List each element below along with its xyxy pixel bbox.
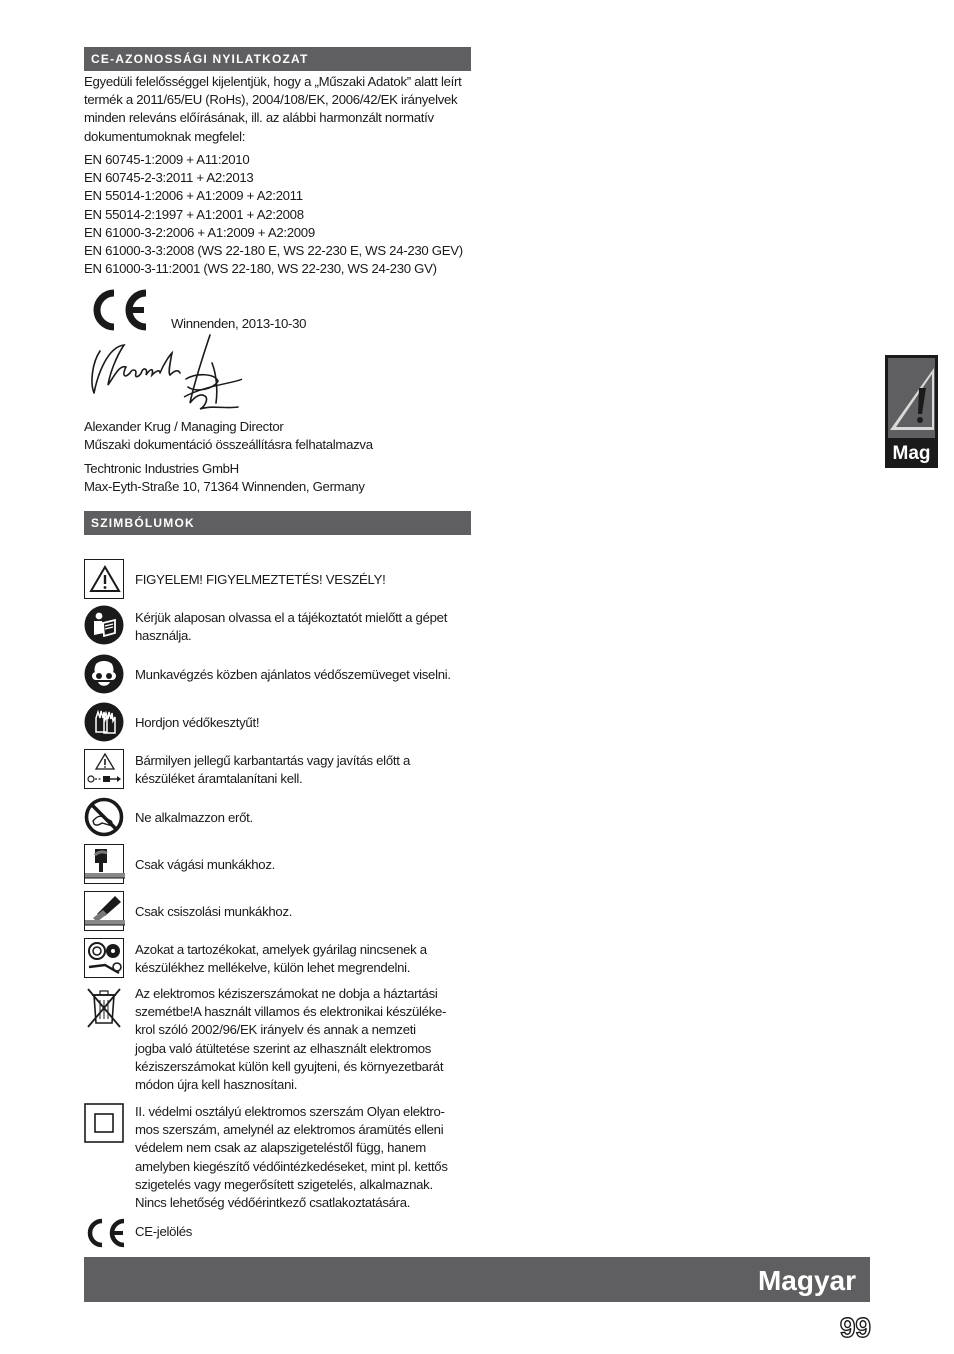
symbol-row [84, 797, 474, 839]
symbol-description: Azokat a tartozékokat, amelyek gyárilag nincsenek a készülékhez mellékelve, külön lehet megrendelni. [135, 942, 427, 976]
symbol-row [84, 891, 474, 933]
company-line: Techtronic Industries GmbH [84, 461, 239, 476]
company-address [84, 460, 476, 496]
symbol-row [84, 559, 474, 601]
declaration-intro [84, 73, 476, 146]
symbol-row [84, 749, 474, 791]
page-number: 99 [839, 1312, 871, 1343]
signatory [84, 418, 476, 454]
symbol-row [84, 938, 474, 980]
symbol-description: Bármilyen jellegű karbantartás vagy javítás előtt a készüléket áramtalanítani kell. [135, 753, 410, 787]
signatory-line: Műszaki dokumentáció összeállításra felhatalmazva [84, 437, 373, 453]
symbol-description: Az elektromos kéziszerszámokat ne dobja a háztartási szemétbe!A használt villamos és elektronikai készüléke- krol szóló 2002/96/EK irányelv és annak a nemzeti jogba való átültetése szerint az elhasznált elektromos kéziszerszámokat külön kell gyujteni, és környezetbarát módon újra kell hasznosítani. [135, 986, 447, 1093]
signatory-line: Alexander Krug / Managing Director [84, 419, 284, 434]
standard-item: EN 61000-3-2:2006 + A1:2009 + A2:2009 [84, 224, 315, 240]
footer-bar [84, 1257, 870, 1302]
place-date: Winnenden, 2013-10-30 [171, 316, 307, 331]
grinding-only-icon [84, 891, 124, 931]
read-manual-icon [84, 605, 124, 645]
standard-item: EN 55014-2:1997 + A1:2001 + A2:2008 [84, 206, 304, 222]
symbol-description: FIGYELEM! FIGYELMEZTETÉS! VESZÉLY! [135, 572, 386, 587]
symbol-row [84, 702, 474, 744]
symbol-row [84, 844, 474, 886]
company-line: Max-Eyth-Straße 10, 71364 Winnenden, Germany [84, 479, 365, 495]
symbol-description: II. védelmi osztályú elektromos szerszám Olyan elektro- mos szerszám, amelynél az elektromos áramütés elleni védelem nem csak az alapszigeteléstől függ, hanem amelyben kiegészítő védőintézkedéseket, mint pl. kettős szigetelés vagy megerősített szigetelés, alkalmaznak. Nincs lehetőség védőérintkező csatlakoztatására. [135, 1104, 448, 1211]
language-side-tab [885, 355, 938, 468]
symbol-description: CE-jelölés [135, 1224, 193, 1239]
symbol-row [84, 985, 474, 1095]
symbol-description: Kérjük alaposan olvassa el a tájékoztatót mielőtt a gépet használja. [135, 610, 448, 644]
weee-bin-icon [84, 985, 124, 1031]
symbol-row [84, 605, 474, 647]
intro-line: termék a 2011/65/EU (RoHs), 2004/108/EK, 2006/42/EK irányelvek [84, 92, 458, 108]
warning-triangle-icon [84, 559, 124, 599]
standards-list [84, 151, 476, 278]
symbol-description: Hordjon védőkesztyűt! [135, 715, 260, 730]
symbol-row [84, 1216, 474, 1250]
standard-item: EN 55014-1:2006 + A1:2009 + A2:2011 [84, 188, 303, 204]
symbol-description: Ne alkalmazzon erőt. [135, 810, 253, 825]
declaration-heading: CE-AZONOSSÁGI NYILATKOZAT [84, 47, 471, 71]
no-force-icon [84, 797, 124, 837]
ce-mark-icon [86, 287, 152, 333]
symbol-description: Csak csiszolási munkákhoz. [135, 904, 293, 919]
intro-line: Egyedüli felelősséggel kijelentjük, hogy a „Műszaki Adatok” alatt leírt [84, 74, 462, 89]
symbol-description: Munkavégzés közben ajánlatos védőszemüveget viselni. [135, 667, 451, 682]
safety-goggles-icon [84, 654, 124, 694]
footer-language: Magyar [757, 1265, 856, 1296]
signature-image [86, 333, 246, 417]
cutting-only-icon [84, 844, 124, 884]
ce-mark-icon [84, 1216, 124, 1250]
standard-item: EN 60745-1:2009 + A11:2010 [84, 152, 250, 167]
symbols-heading: SZIMBÓLUMOK [84, 511, 471, 535]
standard-item: EN 60745-2-3:2011 + A2:2013 [84, 170, 254, 186]
symbol-description: Csak vágási munkákhoz. [135, 857, 275, 872]
protective-gloves-icon [84, 702, 124, 742]
accessories-icon [84, 938, 124, 978]
standard-item: EN 61000-3-11:2001 (WS 22-180, WS 22-230, WS 24-230 GV) [84, 261, 437, 277]
warning-exclamation-icon [888, 358, 935, 438]
symbol-row [84, 654, 474, 696]
intro-line: minden releváns előírásának, ill. az alábbi harmonzált normatív [84, 110, 434, 126]
standard-item: EN 61000-3-3:2008 (WS 22-180 E, WS 22-230 E, WS 24-230 GEV) [84, 243, 463, 259]
side-tab-label: Mag [892, 443, 931, 464]
class-ii-double-square-icon [84, 1103, 124, 1143]
symbol-row [84, 1103, 474, 1213]
intro-line: dokumentumoknak megfelel: [84, 128, 246, 144]
unplug-warning-icon [84, 749, 124, 789]
